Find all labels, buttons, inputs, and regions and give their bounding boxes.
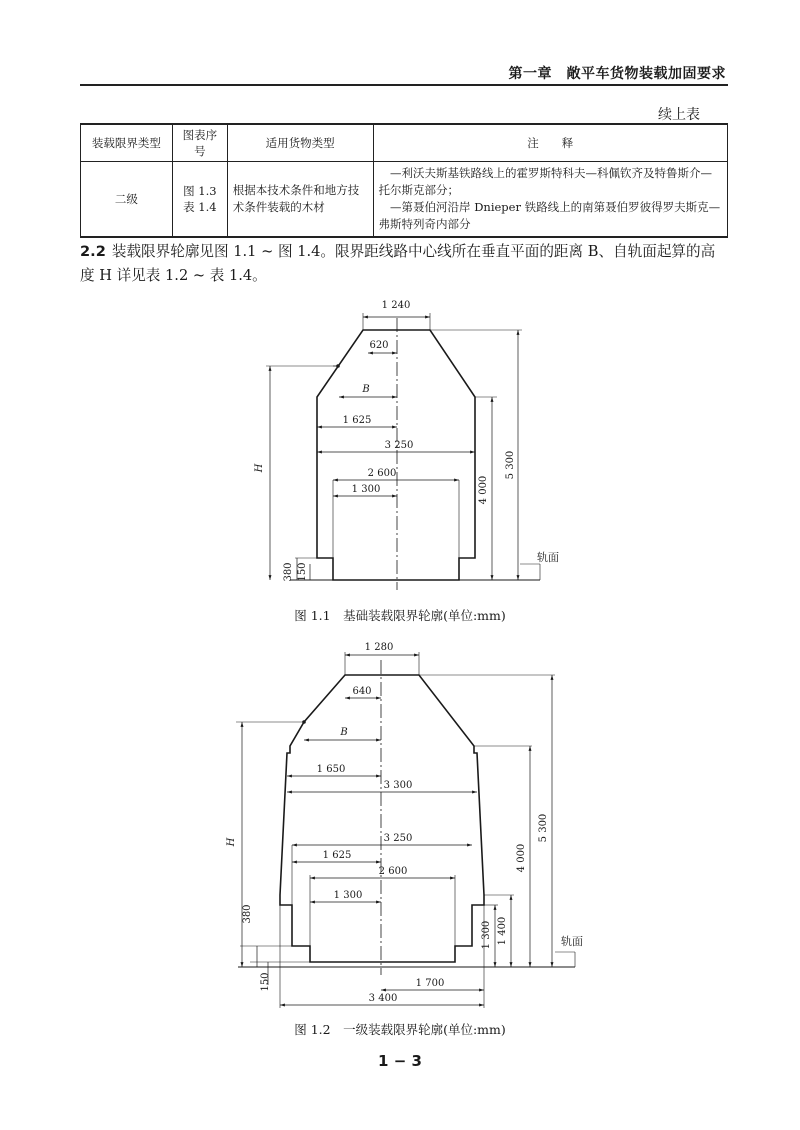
label-H: H — [254, 463, 265, 473]
label-150: 150 — [297, 562, 308, 582]
label-4000: 4 000 — [478, 475, 489, 505]
label-4000: 4 000 — [516, 843, 527, 873]
label-1280: 1 280 — [364, 642, 394, 653]
section-paragraph — [80, 240, 728, 288]
paragraph-text: 装载限界轮廓见图 1.1 ~ 图 1.4。限界距线路中心线所在垂直平面的距离 B、自轨面起算的高度 H 详见表 1.2 ~ 表 1.4。 — [80, 243, 716, 284]
label-3250: 3 250 — [383, 833, 413, 844]
label-B: B — [340, 727, 348, 738]
cell-type: 二级 — [81, 162, 173, 238]
label-B: B — [362, 384, 370, 395]
label-1400: 1 400 — [497, 916, 508, 946]
table-header-row — [81, 124, 728, 162]
label-rail: 轨面 — [537, 551, 559, 564]
label-1300-vertical: 1 300 — [481, 920, 492, 950]
cell-notes — [373, 162, 727, 238]
label-3400: 3 400 — [368, 993, 398, 1004]
figure-1-2-caption: 图 1.2 一级装载限界轮廓(单位:mm) — [294, 1022, 506, 1037]
label-1650: 1 650 — [316, 764, 346, 775]
label-620: 620 — [369, 340, 389, 351]
label-380: 380 — [242, 904, 253, 924]
label-1300: 1 300 — [333, 890, 363, 901]
note-line: —利沃夫斯基铁路线上的霍罗斯特科夫—科佩钦齐及特鲁斯介—托尔斯克部分； — [378, 166, 713, 197]
ref-table: 表 1.4 — [183, 200, 217, 214]
table-continued-label: 续上表 — [658, 107, 700, 123]
running-header — [80, 62, 728, 86]
figure-1-1-diagram — [0, 296, 800, 596]
label-H: H — [226, 837, 237, 847]
column-header-notes: 注 释 — [373, 124, 727, 162]
label-2600: 2 600 — [367, 468, 397, 479]
label-5300: 5 300 — [505, 450, 516, 480]
note-line: —第聂伯河沿岸 Dnieper 铁路线上的南第聂伯罗彼得罗夫斯克—弗斯特列奇内部分 — [378, 200, 721, 231]
page-number: 1 − 3 — [378, 1052, 422, 1070]
label-1240: 1 240 — [381, 300, 411, 311]
label-2600: 2 600 — [378, 866, 408, 877]
gauge-outline — [280, 675, 484, 962]
label-380: 380 — [283, 562, 294, 582]
column-header-goods: 适用货物类型 — [227, 124, 373, 162]
label-3250: 3 250 — [384, 440, 414, 451]
column-header-ref: 图表序号 — [172, 124, 227, 162]
label-rail: 轨面 — [561, 935, 583, 948]
figure-1-2-diagram — [0, 638, 800, 1008]
label-5300: 5 300 — [538, 813, 549, 843]
cell-refs — [172, 162, 227, 238]
label-3300: 3 300 — [383, 780, 413, 791]
label-1700: 1 700 — [415, 978, 445, 989]
column-header-type: 装载限界类型 — [81, 124, 173, 162]
label-1625: 1 625 — [322, 850, 352, 861]
chapter-title: 第一章 敞平车货物装载加固要求 — [508, 66, 726, 82]
label-1300: 1 300 — [351, 484, 381, 495]
section-number: 2.2 — [80, 243, 106, 260]
ref-figure: 图 1.3 — [183, 184, 217, 198]
table-row — [81, 162, 728, 238]
figure-1-1-caption: 图 1.1 基础装载限界轮廓(单位:mm) — [294, 608, 506, 623]
cell-goods: 根据本技术条件和地方技术条件装载的木材 — [227, 162, 373, 238]
label-1625: 1 625 — [342, 415, 372, 426]
gauge-notes-table — [80, 123, 728, 238]
label-640: 640 — [352, 686, 372, 697]
gauge-outline — [317, 330, 475, 580]
label-150: 150 — [260, 972, 271, 992]
